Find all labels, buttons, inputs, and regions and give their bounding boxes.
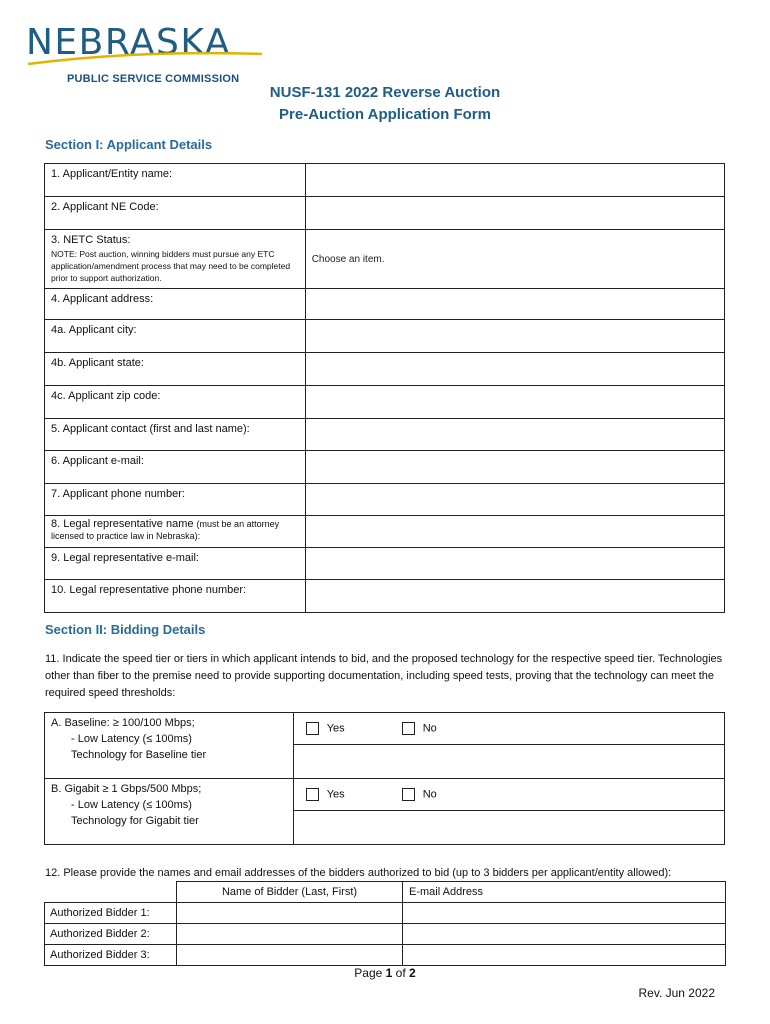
logo-wordmark: NEBRASKA	[26, 22, 232, 63]
checkbox-icon	[402, 722, 415, 735]
bidder-name-field[interactable]	[177, 924, 403, 945]
table-row	[45, 713, 725, 779]
page-number	[0, 966, 770, 980]
form-title	[0, 82, 770, 126]
row-label: 3. NETC Status:	[51, 234, 131, 246]
table-row	[45, 580, 725, 613]
bidder-label: Authorized Bidder 2:	[45, 924, 177, 945]
question-12-text: 12. Please provide the names and email addresses of the bidders authorized to bid (up to 3 bidders per applicant/entity allowed):	[45, 867, 672, 879]
table-row	[45, 548, 725, 580]
form-title-line1: NUSF-131 2022 Reverse Auction	[269, 84, 501, 101]
yes-no-row	[294, 713, 724, 745]
yes-label: Yes	[326, 788, 345, 801]
header-cell: E-mail Address	[403, 882, 726, 903]
row-label: 6. Applicant e-mail:	[45, 451, 306, 484]
bidder-email-field[interactable]	[403, 903, 726, 924]
row-label: 9. Legal representative e-mail:	[45, 548, 306, 580]
table-row	[45, 164, 725, 197]
table-row	[45, 230, 725, 289]
tier-options-cell	[293, 713, 724, 779]
row-note: (must be an attorney licensed to practice law in Nebraska):	[51, 519, 280, 541]
yes-label: Yes	[326, 722, 345, 735]
row-label: 5. Applicant contact (first and last name):	[45, 419, 306, 451]
page-of: of	[392, 966, 410, 980]
city-field[interactable]	[305, 320, 724, 353]
table-row	[45, 320, 725, 353]
legal-rep-name-field[interactable]	[305, 516, 724, 548]
table-row	[45, 451, 725, 484]
yes-no-row	[294, 779, 724, 811]
tier-tech-label: Technology for Gigabit tier	[71, 815, 199, 827]
page-prefix: Page	[354, 966, 386, 980]
baseline-no-checkbox[interactable]	[402, 722, 437, 735]
tier-label-cell	[45, 779, 294, 845]
tier-line1: A. Baseline: ≥ 100/100 Mbps;	[51, 717, 195, 729]
netc-status-dropdown[interactable]	[305, 230, 724, 289]
email-field[interactable]	[305, 451, 724, 484]
gigabit-yes-checkbox[interactable]	[306, 788, 345, 801]
row-label: 4. Applicant address:	[45, 289, 306, 320]
state-field[interactable]	[305, 353, 724, 386]
section1-heading: Section I: Applicant Details	[45, 137, 213, 152]
legal-rep-phone-field[interactable]	[305, 580, 724, 613]
page-current: 1	[385, 966, 393, 980]
row-label: 10. Legal representative phone number:	[45, 580, 306, 613]
tier-options-cell	[293, 779, 724, 845]
header-cell: Name of Bidder (Last, First)	[177, 882, 403, 903]
bidder-label: Authorized Bidder 1:	[45, 903, 177, 924]
logo-subtitle: PUBLIC SERVICE COMMISSION	[67, 73, 240, 85]
bidder-email-field[interactable]	[403, 924, 726, 945]
row-label-cell	[45, 516, 306, 548]
bidder-name-field[interactable]	[177, 945, 403, 966]
checkbox-icon	[306, 788, 319, 801]
table-row	[45, 197, 725, 230]
bidder-email-field[interactable]	[403, 945, 726, 966]
table-row	[45, 353, 725, 386]
bidders-table	[44, 881, 726, 966]
no-label: No	[422, 788, 437, 801]
table-row	[45, 924, 726, 945]
form-title-line2: Pre-Auction Application Form	[279, 106, 491, 123]
table-row	[45, 516, 725, 548]
contact-name-field[interactable]	[305, 419, 724, 451]
speed-tier-table	[44, 712, 725, 845]
table-row	[45, 419, 725, 451]
checkbox-icon	[402, 788, 415, 801]
applicant-details-table	[44, 163, 725, 613]
row-label: 2. Applicant NE Code:	[45, 197, 306, 230]
tier-tech-label: Technology for Baseline tier	[71, 749, 207, 761]
question-11-text: 11. Indicate the speed tier or tiers in which applicant intends to bid, and the proposed technology for the respective speed tier. Technologies other than fiber to the premise need to provide supporting documentation, including speed tests, proving that the technology can meet the required speed thresholds:	[45, 653, 723, 699]
row-label: 7. Applicant phone number:	[45, 484, 306, 516]
gigabit-no-checkbox[interactable]	[402, 788, 437, 801]
phone-field[interactable]	[305, 484, 724, 516]
page-total: 2	[409, 966, 416, 980]
zip-field[interactable]	[305, 386, 724, 419]
baseline-technology-field[interactable]	[294, 745, 724, 778]
row-label: 8. Legal representative name	[51, 518, 194, 530]
logo-swoosh-icon	[26, 50, 266, 70]
table-row	[45, 945, 726, 966]
address-field[interactable]	[305, 289, 724, 320]
no-label: No	[422, 722, 437, 735]
ne-code-field[interactable]	[305, 197, 724, 230]
table-row	[45, 903, 726, 924]
tier-label-cell	[45, 713, 294, 779]
dropdown-value: Choose an item.	[311, 254, 385, 265]
table-row	[45, 484, 725, 516]
bidder-label: Authorized Bidder 3:	[45, 945, 177, 966]
row-label: 4c. Applicant zip code:	[45, 386, 306, 419]
tier-line2: - Low Latency (≤ 100ms)	[71, 733, 192, 745]
checkbox-icon	[306, 722, 319, 735]
table-row	[45, 289, 725, 320]
section2-heading: Section II: Bidding Details	[45, 622, 206, 637]
row-note: NOTE: Post auction, winning bidders must pursue any ETC application/amendment process that may need to be completed prior to support authorization.	[51, 249, 291, 283]
table-row	[45, 386, 725, 419]
header-cell	[45, 882, 177, 903]
table-header-row	[45, 882, 726, 903]
row-label: 4a. Applicant city:	[45, 320, 306, 353]
revision-date: Rev. Jun 2022	[638, 986, 715, 1000]
tier-line2: - Low Latency (≤ 100ms)	[71, 799, 192, 811]
table-row	[45, 779, 725, 845]
bidder-name-field[interactable]	[177, 903, 403, 924]
tier-line1: B. Gigabit ≥ 1 Gbps/500 Mbps;	[51, 783, 202, 795]
applicant-name-field[interactable]	[305, 164, 724, 197]
row-label-cell	[45, 230, 306, 289]
row-label: 1. Applicant/Entity name:	[45, 164, 306, 197]
legal-rep-email-field[interactable]	[305, 548, 724, 580]
row-label: 4b. Applicant state:	[45, 353, 306, 386]
gigabit-technology-field[interactable]	[294, 811, 724, 844]
baseline-yes-checkbox[interactable]	[306, 722, 345, 735]
